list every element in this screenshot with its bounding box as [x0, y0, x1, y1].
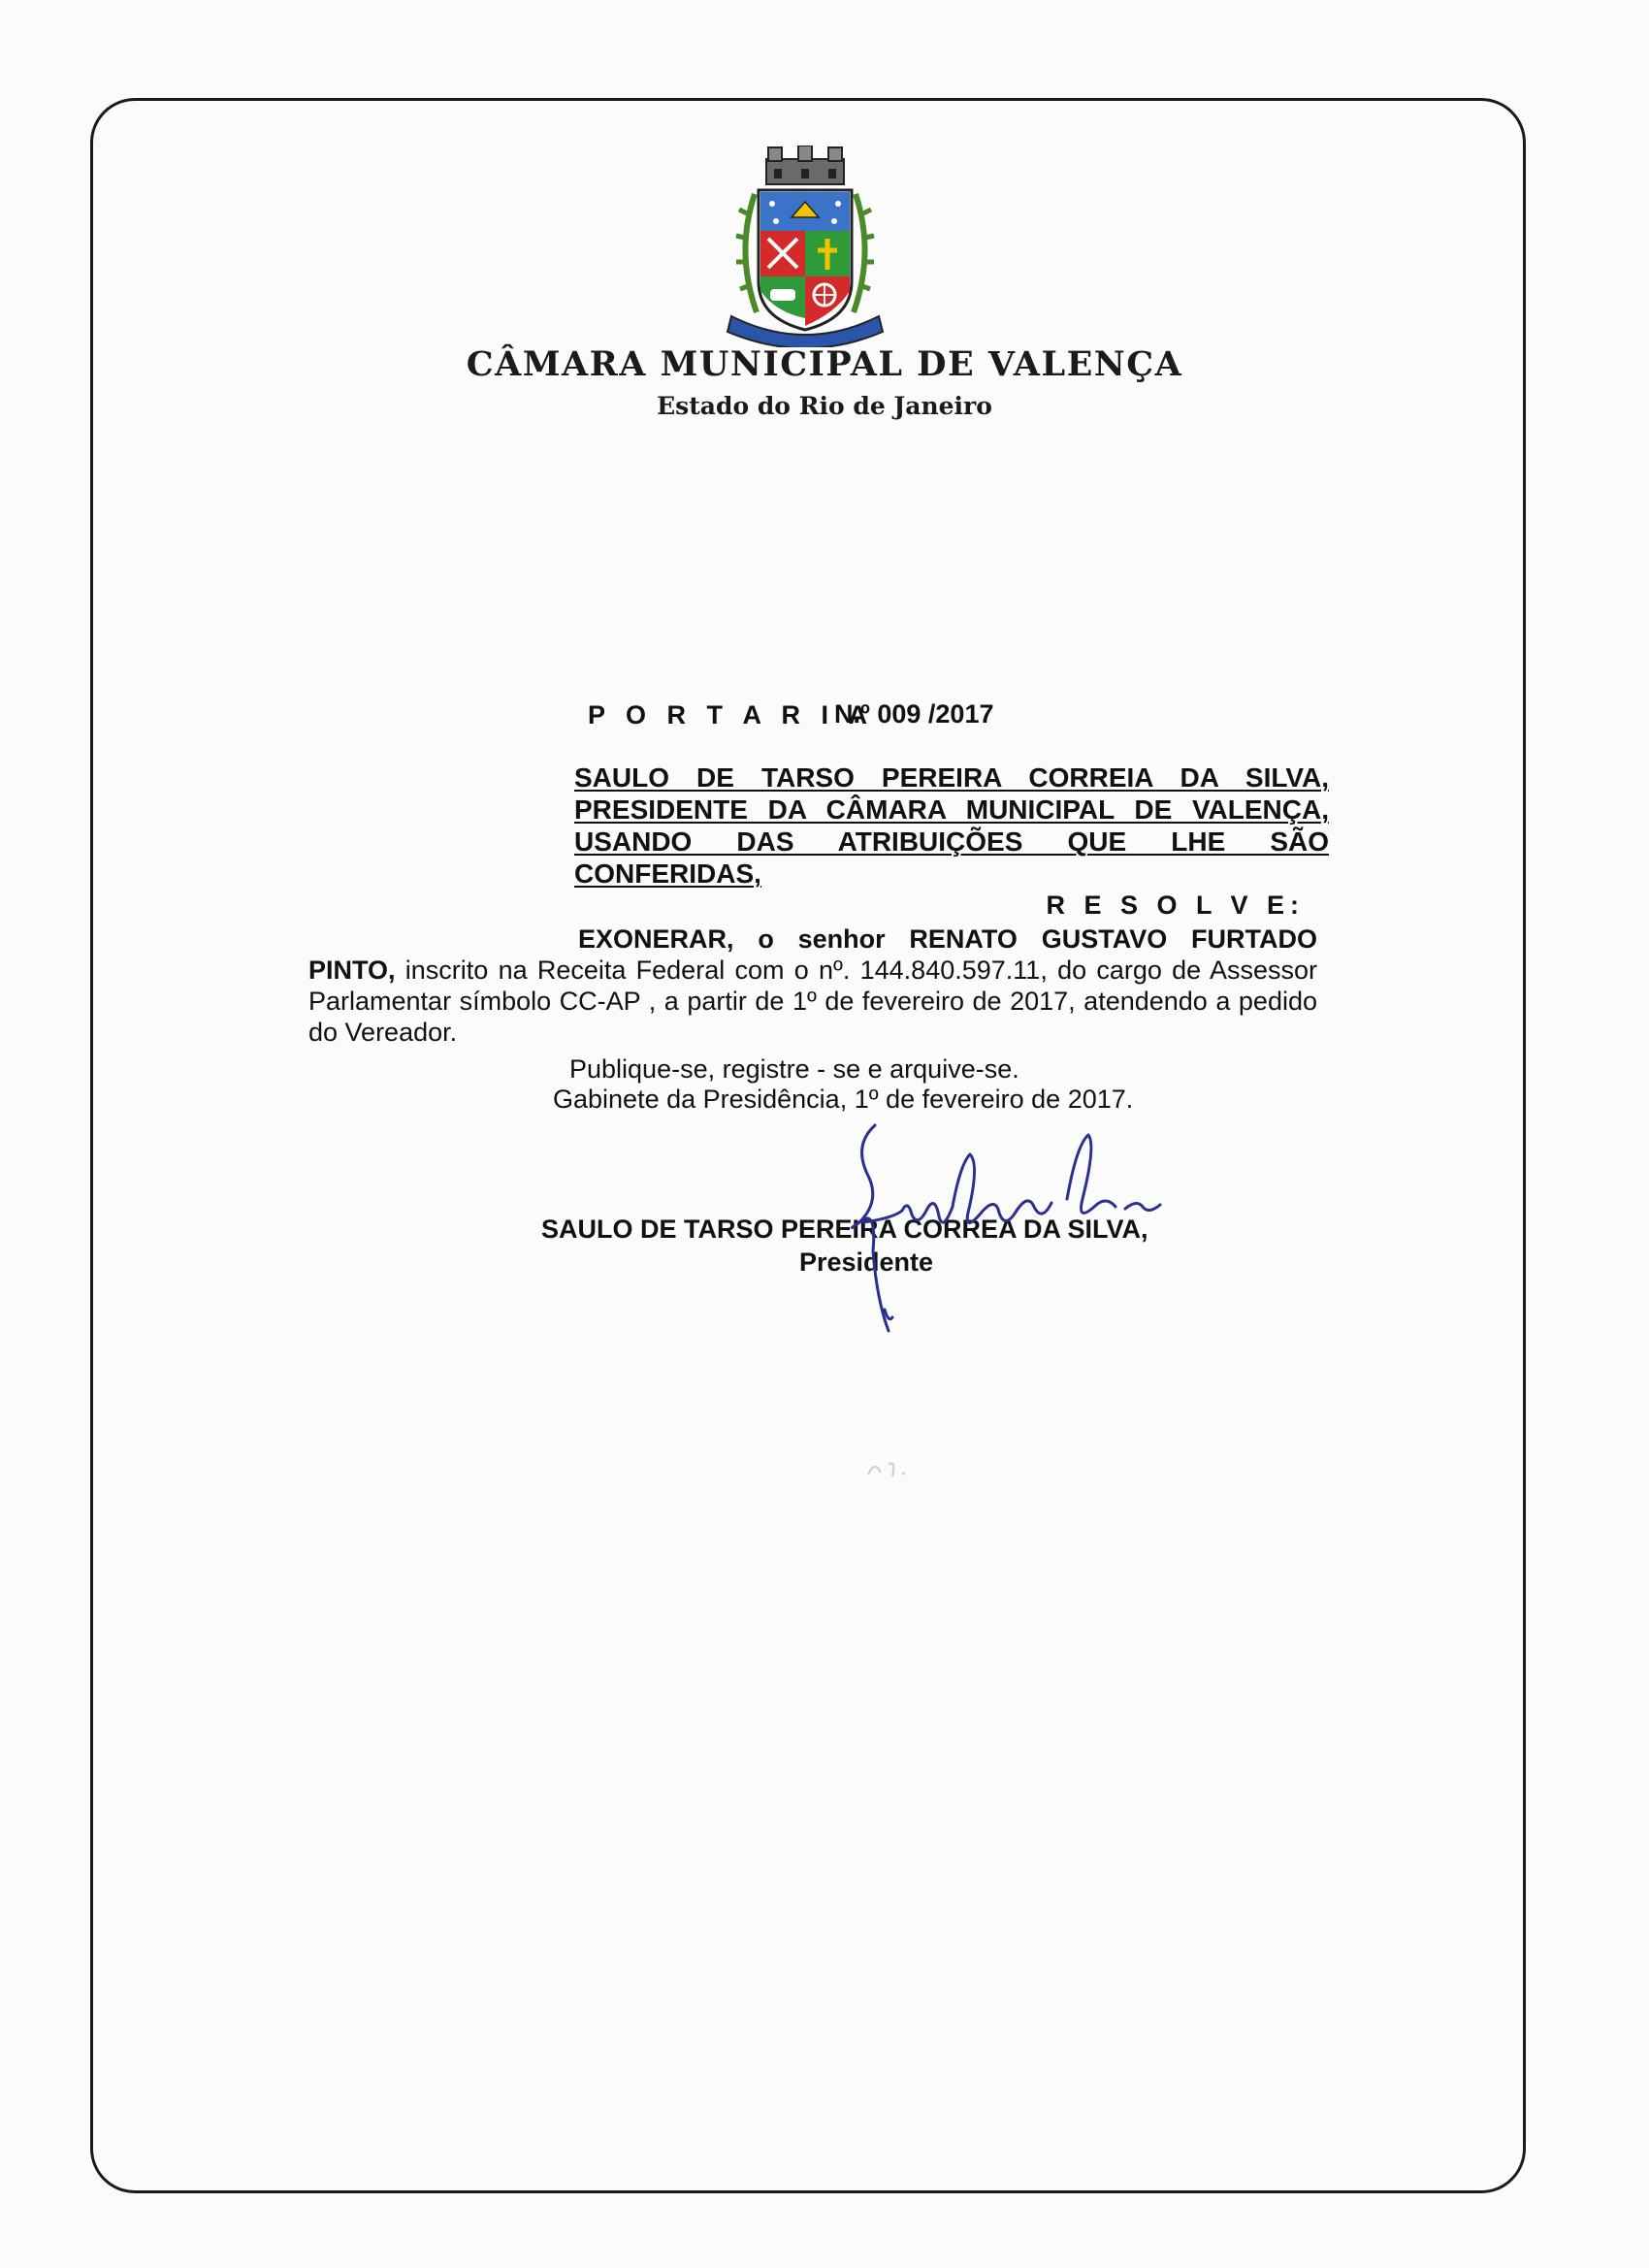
resolve-heading: R E S O L V E:: [1046, 891, 1305, 920]
document-title: P O R T A R I A: [588, 700, 875, 729]
preamble: [574, 761, 1329, 890]
faint-pencil-mark: [863, 1455, 912, 1484]
publication-clause: Publique-se, registre - se e arquive-se.: [569, 1054, 1019, 1084]
person-name-part: PINTO,: [308, 956, 396, 985]
municipal-coat-of-arms-icon: [718, 146, 892, 347]
honorific: o senhor: [733, 924, 910, 954]
preamble-line: PRESIDENTE DA CÂMARA MUNICIPAL DE VALENÇA,: [574, 794, 1329, 825]
body-rest: inscrito na Receita Federal com o nº. 144.840.597.11, do cargo de Assessor Parlamentar símbolo CC-AP , a partir de 1º de fevereiro de 2017, atendendo a pedido do Vereador.: [308, 956, 1317, 1047]
signatory-role: Presidente: [799, 1247, 934, 1277]
body-paragraph: [308, 923, 1317, 1048]
preamble-line: SAULO DE TARSO PEREIRA CORREIA DA SILVA,: [574, 762, 1329, 793]
place-date-line: Gabinete da Presidência, 1º de fevereiro de 2017.: [553, 1085, 1134, 1114]
organization-name: CÂMARA MUNICIPAL DE VALENÇA: [466, 344, 1183, 384]
signatory-name: SAULO DE TARSO PEREIRA CORREA DA SILVA,: [541, 1215, 1148, 1244]
preamble-line: CONFERIDAS,: [574, 859, 761, 889]
organization-state: Estado do Rio de Janeiro: [657, 392, 992, 420]
person-name-part: RENATO GUSTAVO FURTADO: [909, 924, 1317, 954]
action-verb: EXONERAR,: [578, 924, 734, 954]
handwritten-signature: [834, 1106, 1203, 1348]
preamble-line: USANDO DAS ATRIBUIÇÕES QUE LHE SÃO: [574, 826, 1329, 857]
document-number: N.º 009 /2017: [834, 699, 994, 729]
